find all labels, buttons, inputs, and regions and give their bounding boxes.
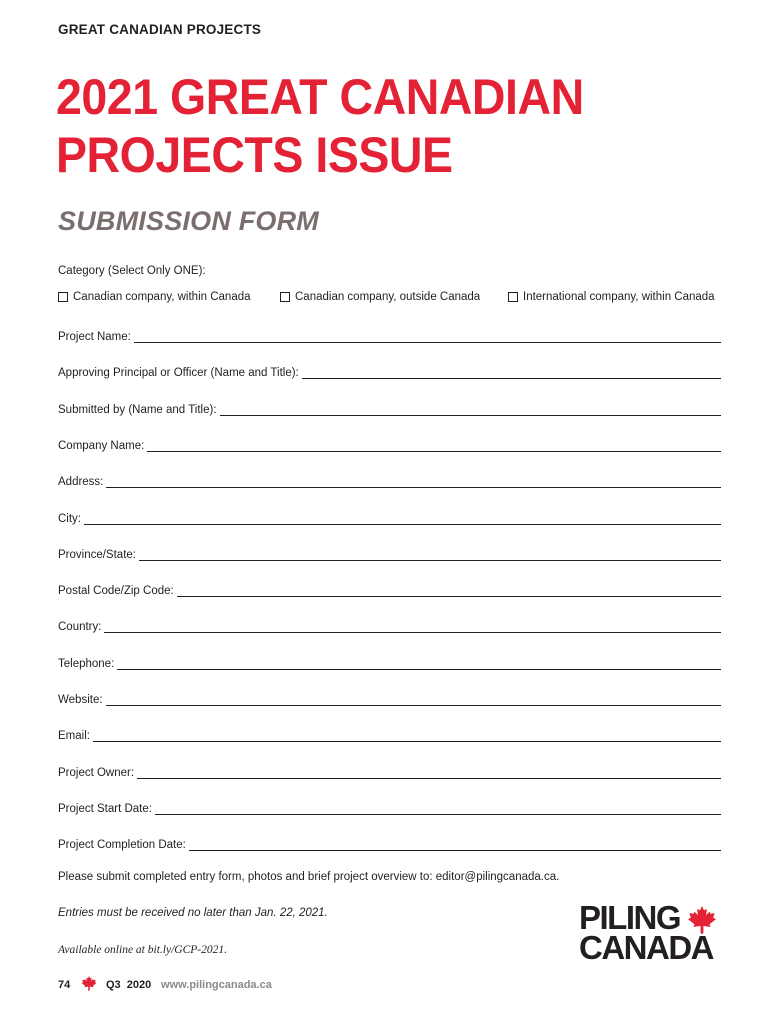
form-field-input[interactable]: [189, 837, 721, 851]
logo-word-canada: CANADA: [579, 929, 713, 966]
form-field-row: [58, 327, 721, 343]
form-field-row: [58, 509, 721, 525]
submission-instructions: Please submit completed entry form, photos and brief project overview to: editor@pilingcanada.ca.: [58, 871, 560, 883]
form-field-label: Address:: [58, 476, 104, 488]
form-field-label: Submitted by (Name and Title):: [58, 404, 217, 416]
form-field-label: City:: [58, 513, 81, 525]
form-field-label: Company Name:: [58, 440, 145, 452]
form-field-row: [58, 690, 721, 706]
category-option-international-within[interactable]: [508, 291, 715, 303]
form-field-input[interactable]: [117, 656, 721, 670]
form-subtitle: SUBMISSION FORM: [58, 206, 320, 236]
category-option-label: Canadian company, within Canada: [73, 291, 251, 303]
form-field-row: [58, 545, 721, 561]
issue-label: Q3 2020: [106, 979, 152, 991]
logo-word-piling: PILING: [579, 899, 681, 936]
form-field-input[interactable]: [137, 765, 721, 779]
form-field-label: Project Start Date:: [58, 803, 152, 815]
form-field-row: [58, 763, 721, 779]
maple-leaf-icon: [81, 976, 97, 996]
maple-leaf-icon: [687, 906, 717, 938]
form-field-label: Approving Principal or Officer (Name and Title):: [58, 367, 299, 379]
category-label: Category (Select Only ONE):: [58, 265, 206, 277]
page-title-line2: PROJECTS ISSUE: [56, 127, 453, 183]
form-field-row: [58, 726, 721, 742]
form-field-row: [58, 363, 721, 379]
online-note: Available online at bit.ly/GCP-2021.: [58, 944, 227, 956]
form-field-label: Project Owner:: [58, 767, 135, 779]
form-field-label: Email:: [58, 730, 90, 742]
page-number: 74: [58, 979, 71, 991]
checkbox[interactable]: [508, 292, 518, 302]
form-field-label: Project Name:: [58, 331, 131, 343]
form-field-input[interactable]: [104, 619, 721, 633]
form-field-input[interactable]: [147, 438, 721, 452]
section-label: GREAT CANADIAN PROJECTS: [58, 22, 262, 37]
form-field-label: Province/State:: [58, 549, 136, 561]
form-field-row: [58, 799, 721, 815]
page-title: [56, 68, 584, 184]
form-field-row: [58, 835, 721, 851]
website-url[interactable]: www.pilingcanada.ca: [161, 979, 272, 991]
form-field-row: [58, 400, 721, 416]
form-field-label: Website:: [58, 694, 103, 706]
form-field-input[interactable]: [84, 511, 721, 525]
form-field-input[interactable]: [155, 801, 721, 815]
form-field-input[interactable]: [302, 365, 721, 379]
form-field-row: [58, 472, 721, 488]
form-field-input[interactable]: [106, 474, 721, 488]
category-option-label: Canadian company, outside Canada: [295, 291, 481, 303]
form-field-input[interactable]: [177, 583, 721, 597]
category-option-canadian-outside[interactable]: [280, 291, 480, 303]
category-option-label: International company, within Canada: [523, 291, 715, 303]
checkbox[interactable]: [58, 292, 68, 302]
form-field-input[interactable]: [220, 402, 721, 416]
category-option-canadian-within[interactable]: [58, 291, 251, 303]
form-field-input[interactable]: [106, 692, 721, 706]
form-field-label: Telephone:: [58, 658, 115, 670]
form-field-label: Project Completion Date:: [58, 839, 186, 851]
piling-canada-logo: [579, 899, 713, 966]
form-field-input[interactable]: [139, 547, 721, 561]
checkbox[interactable]: [280, 292, 290, 302]
form-field-row: [58, 581, 721, 597]
form-field-row: [58, 654, 721, 670]
form-field-label: Postal Code/Zip Code:: [58, 585, 174, 597]
form-field-input[interactable]: [134, 329, 721, 343]
form-field-label: Country:: [58, 621, 102, 633]
page-title-line1: 2021 GREAT CANADIAN: [56, 69, 584, 125]
form-field-input[interactable]: [93, 728, 721, 742]
deadline-note: Entries must be received no later than Jan. 22, 2021.: [58, 907, 328, 919]
form-field-row: [58, 617, 721, 633]
form-field-row: [58, 436, 721, 452]
